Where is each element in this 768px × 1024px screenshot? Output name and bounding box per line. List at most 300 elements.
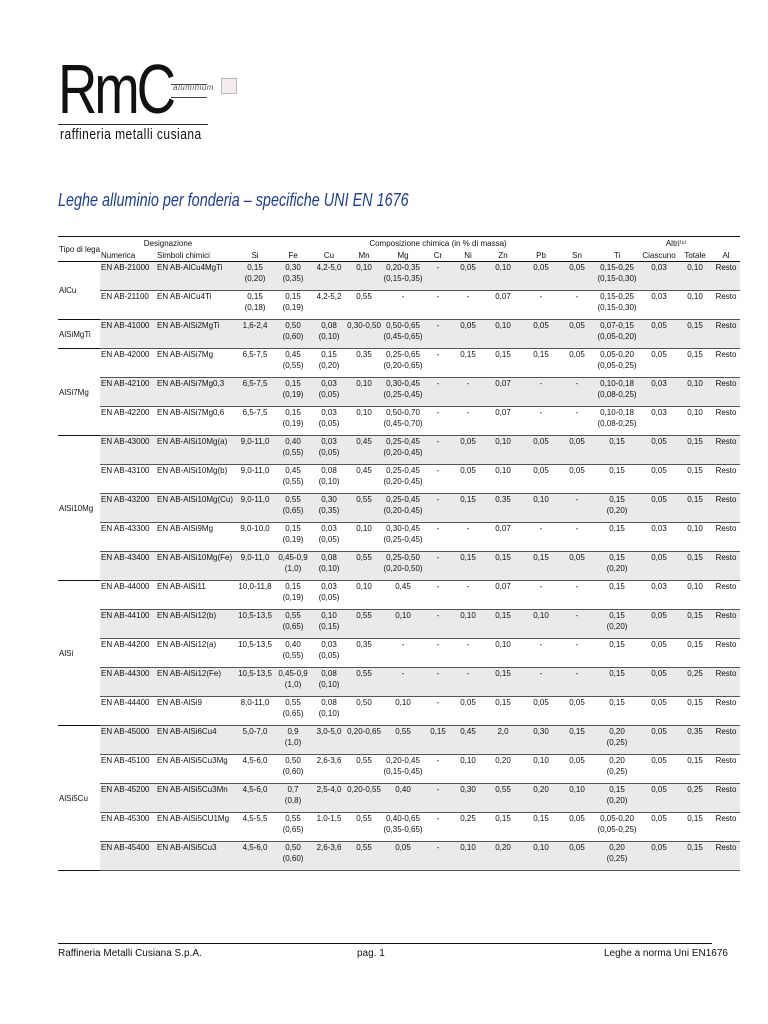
composition-cell [484,668,522,697]
cell-value: 0,45-0,9 [278,553,308,562]
composition-cell [346,436,382,465]
composition-cell [452,552,484,581]
composition-cell [560,697,594,726]
composition-cell [274,436,312,465]
logo-rule [58,124,208,125]
composition-cell [560,552,594,581]
composition-cell [452,407,484,436]
composition-cell [346,523,382,552]
cell-value: - [436,379,440,388]
composition-cell [236,436,274,465]
cell-value: - [401,640,405,649]
composition-cell [560,813,594,842]
cell-value: - [436,785,440,794]
cell-value: 2,6-3,6 [316,756,342,765]
cell-value: 0,07 [495,524,511,533]
composition-cell [274,813,312,842]
cell-value: - [436,814,440,823]
composition-cell [346,465,382,494]
cell-value: 0,10 [356,263,372,272]
table-cell: Resto [712,610,740,639]
numeric-designation: EN AB-45300 [100,813,156,842]
composition-cell [312,813,346,842]
chemical-symbol-designation: EN AB-AlSi6Cu4 [156,726,236,755]
cell-value: - [575,640,579,649]
cell-value: - [575,495,579,504]
chemical-symbol-designation: EN AB-AlSi10Mg(Fe) [156,552,236,581]
cell-value: 0,40-0,65 [386,814,420,823]
table-row [58,842,740,871]
table-cell: 0,15 [678,552,712,581]
composition-cell [594,523,640,552]
composition-cell [382,726,424,755]
composition-cell [424,436,452,465]
composition-cell [560,349,594,378]
cell-value: 0,55 [356,814,372,823]
cell-value: 0,03 [321,640,337,649]
cell-alt-value: (0,65) [282,506,304,515]
table-cell: Resto [712,726,740,755]
header-element-cr: Cr [424,249,452,262]
numeric-designation: EN AB-43300 [100,523,156,552]
composition-cell [346,262,382,291]
composition-cell [424,523,452,552]
composition-cell [274,262,312,291]
cell-alt-value: (1,0) [284,738,302,747]
cell-value: 4,5-5,5 [242,814,268,823]
table-cell: Resto [712,639,740,668]
composition-cell [522,639,560,668]
composition-cell [560,262,594,291]
composition-cell [484,320,522,349]
composition-cell [312,726,346,755]
table-cell: 0,15 [678,610,712,639]
composition-cell [424,552,452,581]
composition-cell [346,697,382,726]
cell-value: 0,08 [321,553,337,562]
table-row [58,378,740,407]
cell-alt-value: (0,55) [282,477,304,486]
composition-cell [346,842,382,871]
cell-value: 0,15 [495,553,511,562]
cell-value: 0,05 [569,553,585,562]
cell-value: 0,40 [285,640,301,649]
composition-cell [312,436,346,465]
cell-value: 6,5-7,5 [242,379,268,388]
cell-alt-value: (0,10) [318,680,340,689]
composition-cell [382,349,424,378]
cell-value: 0,05 [569,814,585,823]
cell-value: - [466,292,470,301]
chemical-symbol-designation: EN AB-AlSi7Mg [156,349,236,378]
cell-alt-value: (0,05) [318,593,340,602]
table-row [58,726,740,755]
composition-cell [452,349,484,378]
cell-value: 0,10 [356,582,372,591]
composition-cell [424,291,452,320]
table-cell: Resto [712,407,740,436]
composition-cell [274,320,312,349]
composition-cell [236,378,274,407]
cell-value: 4,2-5,0 [316,263,342,272]
cell-value: 0,30 [533,727,549,736]
cell-value: 0,35 [495,495,511,504]
composition-cell [382,842,424,871]
composition-cell [236,755,274,784]
cell-value: 0,05 [569,466,585,475]
cell-value: 0,20-0,65 [347,727,381,736]
table-cell: 0,15 [678,813,712,842]
composition-cell [484,784,522,813]
cell-value: 0,45 [285,350,301,359]
composition-cell [312,610,346,639]
numeric-designation: EN AB-43100 [100,465,156,494]
composition-cell [382,291,424,320]
cell-value: - [436,524,440,533]
table-cell: Resto [712,291,740,320]
cell-value: 0,55 [285,611,301,620]
composition-cell [452,610,484,639]
cell-value: 0,30-0,50 [347,321,381,330]
composition-cell [274,842,312,871]
numeric-designation: EN AB-45000 [100,726,156,755]
composition-cell [522,523,560,552]
table-cell: Resto [712,784,740,813]
cell-value: 0,45 [356,437,372,446]
composition-cell [236,552,274,581]
cell-value: 0,15 [569,727,585,736]
cell-value: 0,05 [533,698,549,707]
chemical-symbol-designation: EN AB-AlSi12(a) [156,639,236,668]
cell-alt-value: (0,10) [318,332,340,341]
chemical-symbol-designation: EN AB-AlSi9 [156,697,236,726]
cell-value: 0,15 [495,611,511,620]
composition-cell [236,407,274,436]
composition-cell [382,465,424,494]
cell-value: 0,05 [533,466,549,475]
composition-cell [522,494,560,523]
composition-cell [382,262,424,291]
numeric-designation: EN AB-45400 [100,842,156,871]
composition-cell [560,436,594,465]
composition-cell [484,581,522,610]
composition-cell [382,494,424,523]
cell-value: - [575,524,579,533]
cell-value: 0,05 [460,321,476,330]
table-cell: 0,05 [640,726,678,755]
chemical-symbol-designation: EN AB-AlSi10Mg(b) [156,465,236,494]
composition-cell [484,552,522,581]
cell-alt-value: (0,05) [318,535,340,544]
cell-value: - [466,582,470,591]
header-element-ti: Ti [594,249,640,262]
composition-cell [594,349,640,378]
cell-value: 0,10 [460,611,476,620]
cell-value: - [436,350,440,359]
cell-value: - [436,669,440,678]
composition-cell [236,320,274,349]
composition-cell [424,639,452,668]
cell-alt-value: (0,20) [606,622,628,631]
composition-cell [424,349,452,378]
composition-cell [522,436,560,465]
cell-value: 0,10 [495,263,511,272]
composition-cell [452,755,484,784]
composition-cell [382,610,424,639]
composition-cell [236,349,274,378]
composition-cell [346,726,382,755]
cell-value: - [539,669,543,678]
cell-value: 0,25-0,45 [386,437,420,446]
cell-value: - [401,292,405,301]
composition-cell [382,784,424,813]
cell-value: 0,50-0,70 [386,408,420,417]
composition-cell [274,291,312,320]
composition-cell [560,639,594,668]
composition-cell [522,262,560,291]
composition-cell [560,465,594,494]
chemical-symbol-designation: EN AB-AlSi12(b) [156,610,236,639]
table-cell: 0,15 [678,755,712,784]
cell-value: 0,05 [533,263,549,272]
composition-cell [452,581,484,610]
table-cell: Resto [712,842,740,871]
table-cell: 0,15 [678,320,712,349]
table-cell: Resto [712,494,740,523]
composition-cell [312,755,346,784]
cell-value: 10,5-13,5 [238,640,272,649]
cell-alt-value: (0,15-0,30) [597,274,637,283]
table-cell: Resto [712,697,740,726]
header-element-mg: Mg [382,249,424,262]
table-cell: Resto [712,465,740,494]
composition-cell [424,755,452,784]
composition-cell [594,697,640,726]
composition-cell [274,523,312,552]
numeric-designation: EN AB-21000 [100,262,156,291]
composition-cell [346,552,382,581]
footer-company: Raffineria Metalli Cusiana S.p.A. [58,948,202,959]
cell-value: 0,55 [356,756,372,765]
cell-value: 0,15 [285,379,301,388]
composition-cell [346,755,382,784]
cell-value: 0,25 [460,814,476,823]
cell-value: 0,15 [430,727,446,736]
composition-cell [382,581,424,610]
cell-alt-value: (0,08-0,25) [597,419,637,428]
cell-value: 9,0-11,0 [240,466,270,475]
table-cell: 0,05 [640,697,678,726]
composition-cell [274,755,312,784]
cell-value: 0,15 [609,640,625,649]
cell-value: 0,15 [609,466,625,475]
cell-value: 2,5-4,0 [316,785,342,794]
cell-alt-value: (0,25) [606,738,628,747]
cell-value: 0,03 [321,379,337,388]
cell-value: 0,9 [287,727,299,736]
composition-cell [236,784,274,813]
cell-value: 2,0 [497,727,509,736]
cell-value: 0,07 [495,408,511,417]
table-cell: 0,05 [640,436,678,465]
cell-value: - [436,611,440,620]
cell-value: 0,15 [460,553,476,562]
composition-cell [484,610,522,639]
composition-cell [594,755,640,784]
table-cell: 0,03 [640,291,678,320]
cell-value: 0,7 [287,785,299,794]
composition-cell [274,378,312,407]
header-row-1 [58,237,740,250]
composition-cell [346,320,382,349]
table-cell: Resto [712,755,740,784]
composition-cell [346,668,382,697]
table-cell: 0,05 [640,552,678,581]
composition-cell [452,697,484,726]
cell-value: - [575,292,579,301]
composition-cell [452,639,484,668]
header-totale: Totale [678,249,712,262]
logo-aluminium-text: aluminium [173,83,214,92]
table-cell: Resto [712,349,740,378]
composition-cell [346,291,382,320]
composition-cell [274,697,312,726]
cell-alt-value: (0,55) [282,361,304,370]
composition-cell [594,465,640,494]
cell-value: 9,0-11,0 [240,495,270,504]
table-cell: Resto [712,523,740,552]
cell-value: - [436,466,440,475]
cell-alt-value: (0,60) [282,767,304,776]
table-cell: 0,15 [678,639,712,668]
header-row-2 [58,249,740,262]
numeric-designation: EN AB-44200 [100,639,156,668]
cell-alt-value: (0,10) [318,564,340,573]
table-cell: 0,05 [640,494,678,523]
numeric-designation: EN AB-44400 [100,697,156,726]
table-cell: 0,15 [678,436,712,465]
table-cell: 0,05 [640,813,678,842]
composition-cell [312,349,346,378]
composition-cell [312,378,346,407]
cell-value: - [466,524,470,533]
cell-value: - [466,669,470,678]
composition-cell [312,552,346,581]
composition-cell [346,813,382,842]
table-cell: 0,15 [678,465,712,494]
composition-cell [312,320,346,349]
cell-value: 0,10 [533,843,549,852]
cell-value: 0,45 [356,466,372,475]
cell-alt-value: (0,20) [606,506,628,515]
cell-value: 0,05 [460,466,476,475]
cell-alt-value: (0,25-0,45) [383,535,423,544]
cell-value: - [539,524,543,533]
composition-cell [424,320,452,349]
cell-value: 0,15 [533,814,549,823]
composition-cell [484,349,522,378]
composition-cell [452,320,484,349]
composition-cell [382,697,424,726]
table-row [58,784,740,813]
composition-cell [424,262,452,291]
footer-document-name: Leghe a norma Uni EN1676 [604,948,728,959]
cell-alt-value: (0,65) [282,825,304,834]
table-cell: 0,03 [640,378,678,407]
composition-cell [522,726,560,755]
cell-value: 0,07 [495,582,511,591]
composition-cell [382,320,424,349]
cell-value: 0,40 [285,437,301,446]
composition-cell [236,523,274,552]
composition-cell [382,755,424,784]
table-cell: Resto [712,378,740,407]
cell-value: 0,55 [356,843,372,852]
numeric-designation: EN AB-43400 [100,552,156,581]
composition-cell [484,813,522,842]
cell-value: 0,15 [247,292,263,301]
composition-cell [236,697,274,726]
cell-value: 0,55 [356,611,372,620]
cell-value: 0,10 [321,611,337,620]
composition-cell [594,842,640,871]
footer-rule [58,943,712,944]
cell-value: 0,35 [356,640,372,649]
chemical-symbol-designation: EN AB-AlSi9Mg [156,523,236,552]
cell-value: 0,45-0,9 [278,669,308,678]
composition-cell [424,610,452,639]
cell-value: 9,0-10,0 [240,524,270,533]
composition-cell [236,842,274,871]
composition-cell [274,668,312,697]
header-element-sn: Sn [560,249,594,262]
cell-alt-value: (0,20-0,45) [383,506,423,515]
composition-cell [522,320,560,349]
cell-value: 0,20 [609,843,625,852]
cell-alt-value: (0,35) [282,274,304,283]
cell-value: 0,05 [569,321,585,330]
table-row [58,668,740,697]
cell-value: 0,10 [460,756,476,765]
composition-cell [424,465,452,494]
composition-cell [382,639,424,668]
cell-value: 0,15 [609,495,625,504]
composition-cell [312,784,346,813]
cell-alt-value: (1,0) [284,680,302,689]
company-logo [58,50,218,150]
cell-value: 0,20-0,55 [347,785,381,794]
composition-cell [346,581,382,610]
cell-value: 8,0-11,0 [240,698,270,707]
composition-cell [312,842,346,871]
cell-value: 0,10 [533,495,549,504]
composition-cell [484,465,522,494]
cell-alt-value: (0,20-0,45) [383,448,423,457]
composition-cell [594,436,640,465]
cell-value: 0,20 [495,843,511,852]
chemical-symbol-designation: EN AB-AlSi11 [156,581,236,610]
numeric-designation: EN AB-42000 [100,349,156,378]
logo-company-name: raffineria metalli cusiana [60,126,202,143]
table-row [58,291,740,320]
composition-cell [236,494,274,523]
cell-value: 0,25-0,45 [386,495,420,504]
cell-alt-value: (0,19) [282,419,304,428]
composition-cell [382,407,424,436]
cell-value: 0,15 [609,437,625,446]
cell-value: 0,20 [609,756,625,765]
chemical-symbol-designation: EN AB-AlSi7Mg0,3 [156,378,236,407]
